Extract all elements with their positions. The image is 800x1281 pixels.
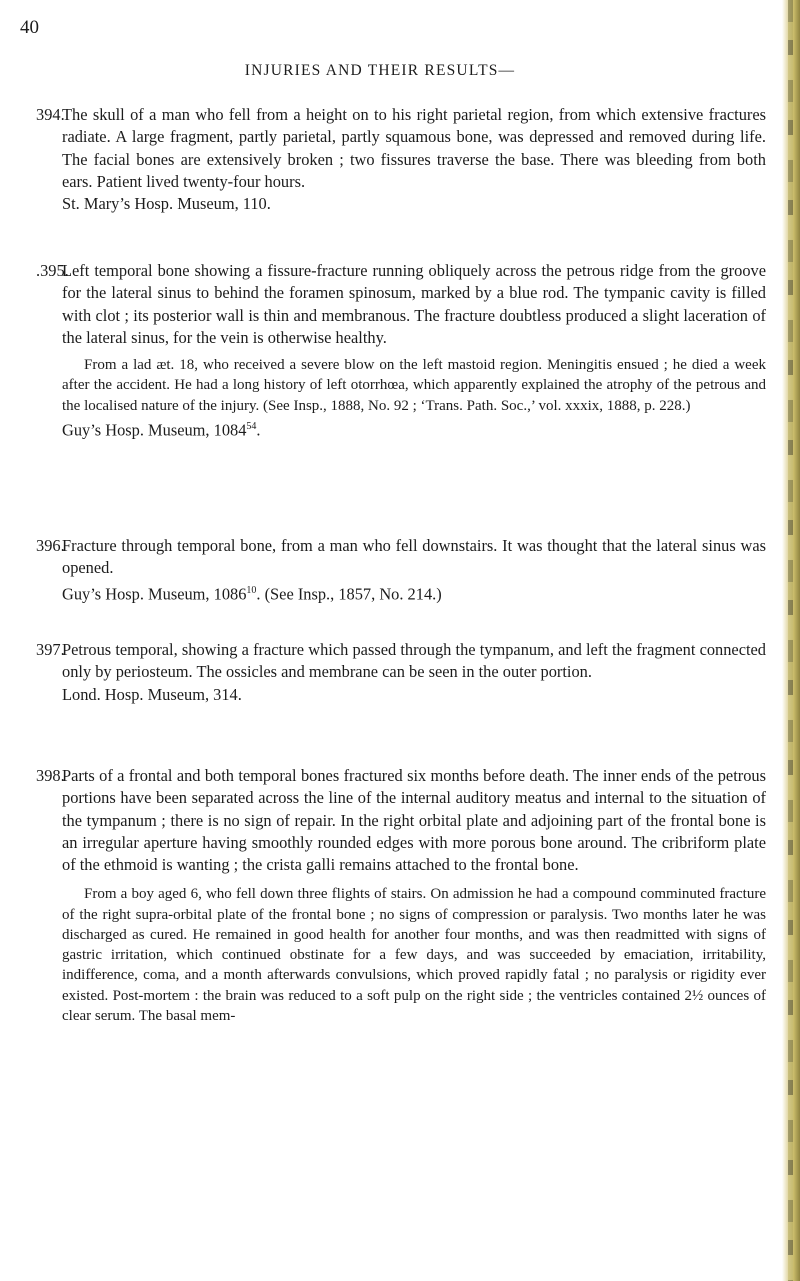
entry-number: 397. [36,640,65,659]
entry-description [36,639,766,684]
museum-tail: . [256,420,261,440]
museum-reference [36,416,766,442]
entry-text: Left temporal bone showing a fissure-fracture running obliquely across the petrous ridge from the groove for the lateral sinus to behind the foramen spinosum, marked by a blue rod. The tympanic cavity is filled with clot ; its posterior wall is thin and membranous. The fracture doubtless produced a slight laceration of the lateral sinus, for the vein is otherwise healthy. [62,261,766,347]
catalogue-entry-394 [36,104,766,215]
entry-number: 398. [36,766,65,785]
museum-name: Guy’s Hosp. Museum, 1084 [62,420,247,440]
case-note-text: From a lad æt. 18, who received a severe blow on the left mastoid region. Meningitis ensued ; he died a week after the accident. He had a long history of left otorrhœa, which apparently explained the atrophy of the petrous and the localised nature of the injury. (See Insp., 1888, No. 92 ; ‘Trans. Path. Soc.,’ vol. xxxix, 1888, p. 228.) [62,357,766,414]
museum-name: Guy’s Hosp. Museum, 1086 [62,584,247,604]
entry-text: Fracture through temporal bone, from a man who fell downstairs. It was thought that the lateral sinus was opened. [62,536,766,578]
case-note-text: From a boy aged 6, who fell down three flights of stairs. On admission he had a compound comminuted fracture of the right supra-orbital plate of the frontal bone ; no signs of compression or paralysis. Two months later he was discharged as cured. He remained in good health for another four months, and was then readmitted with signs of gastric irritation, which continued obstinate for a few days, and was succeeded by emaciation, irritability, indifference, coma, and a month afterwards convulsions, which proved rapidly fatal ; no paralysis or rigidity ever existed. Post-mortem : the brain was reduced to a soft pulp on the right side ; the ventricles contained 2½ ounces of clear serum. The basal mem- [62,886,766,1024]
running-head: INJURIES AND THEIR RESULTS— [244,62,516,79]
catalogue-entry-395 [36,260,766,442]
entry-text: Parts of a frontal and both temporal bones fractured six months before death. The inner ends of the petrous portions have been separated across the line of the internal auditory meatus and internal to the situation of the tympanum ; there is no sign of repair. In the right orbital plate and adjoining part of the frontal bone is an irregular aperture having smoothly rounded edges with more porous bone around. The cribriform plate of the ethmoid is wanting ; the crista galli remains attached to the frontal bone. [62,766,766,875]
entry-number: 396. [36,536,65,555]
entry-text: Petrous temporal, showing a fracture which passed through the tympanum, and left the fragment connected only by periosteum. The ossicles and membrane can be seen in the outer portion. [62,640,766,682]
museum-reference [36,580,766,606]
museum-tail: . (See Insp., 1857, No. 214.) [256,584,442,604]
case-note [36,884,766,1025]
entry-number: .395. [36,261,69,280]
entry-number: 394. [36,105,65,124]
entry-description [36,260,766,349]
museum-superscript: 10 [246,584,257,596]
entry-description [36,765,766,876]
catalogue-entry-397 [36,639,766,706]
page-number: 40 [20,17,39,38]
museum-superscript: 54 [246,420,257,432]
museum-reference: Lond. Hosp. Museum, 314. [62,684,242,704]
entry-description [36,535,766,580]
entry-description [36,104,766,193]
page-edge-shadow [782,0,800,1281]
catalogue-entry-396 [36,535,766,605]
museum-reference: St. Mary’s Hosp. Museum, 110. [62,194,271,214]
entry-text: The skull of a man who fell from a height on to his right parietal region, from which extensive fractures radiate. A large fragment, partly parietal, partly squamous bone, was depressed and removed during life. The facial bones are extensively broken ; two fissures traverse the base. There was bleeding from both ears. Patient lived twenty-four hours. [62,105,766,191]
catalogue-entry-398 [36,765,766,1026]
case-note [36,355,766,416]
